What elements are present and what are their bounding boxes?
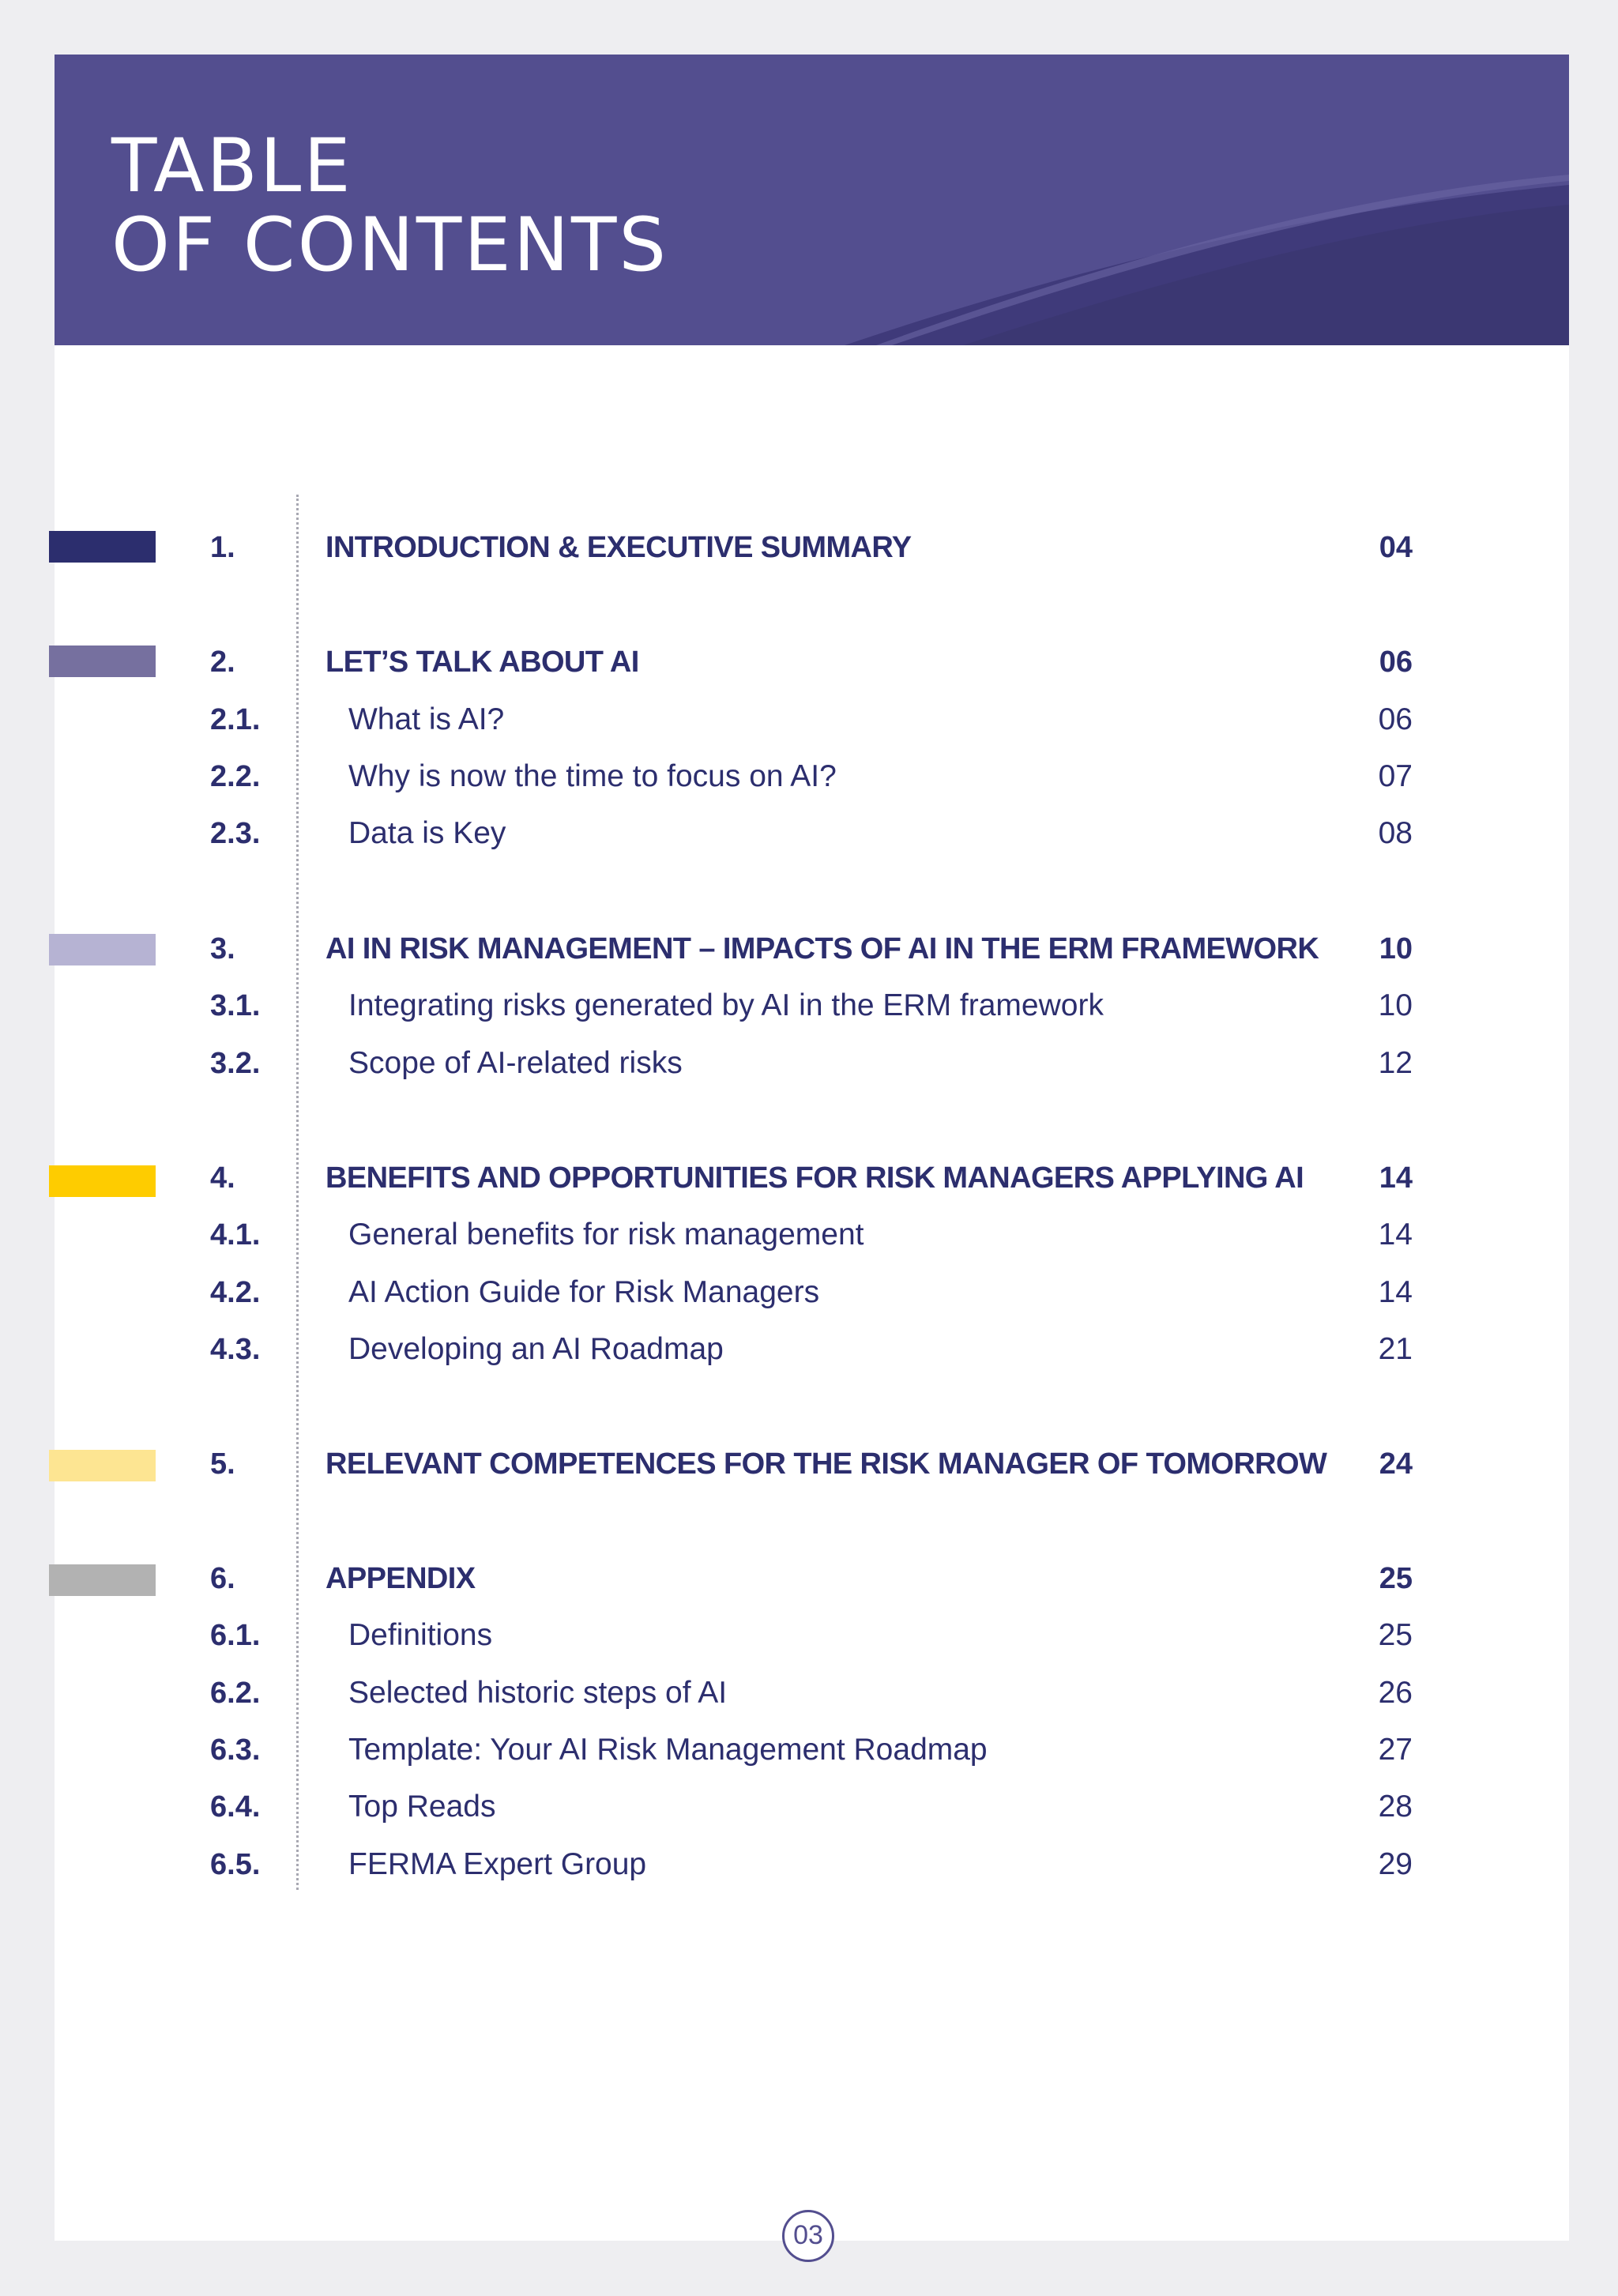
toc-entry-section-2[interactable] [0,634,1618,691]
subsection-page: 14 [1378,1218,1413,1252]
subsection-title: FERMA Expert Group [348,1847,647,1881]
subsection-title: Top Reads [348,1790,496,1824]
page-sheet [55,55,1569,2241]
section-title: RELEVANT COMPETENCES FOR THE RISK MANAGER OF TOMORROW [325,1447,1327,1481]
page-number-badge: 03 [782,2210,834,2262]
toc-entry-6-2[interactable] [0,1665,1618,1722]
section-page: 24 [1379,1447,1413,1481]
subsection-title: Data is Key [348,816,506,850]
subsection-title: AI Action Guide for Risk Managers [348,1275,820,1309]
section-number: 5. [210,1447,235,1481]
toc-entry-2-1[interactable] [0,691,1618,748]
subsection-number: 6.3. [210,1733,261,1767]
subsection-page: 12 [1378,1046,1413,1080]
subsection-title: Integrating risks generated by AI in the ERM framework [348,988,1104,1022]
subsection-title: Scope of AI-related risks [348,1046,683,1080]
subsection-page: 08 [1378,816,1413,850]
section-title: LET’S TALK ABOUT AI [325,646,639,679]
subsection-page: 29 [1378,1847,1413,1881]
toc-entry-2-3[interactable] [0,805,1618,862]
subsection-number: 6.4. [210,1790,261,1824]
subsection-page: 07 [1378,759,1413,793]
section-number: 3. [210,932,235,965]
toc-entry-section-6[interactable] [0,1550,1618,1607]
subsection-number: 4.2. [210,1276,261,1309]
page-title [111,123,669,288]
toc-entry-2-2[interactable] [0,748,1618,805]
subsection-title: Selected historic steps of AI [348,1676,728,1710]
subsection-title: Developing an AI Roadmap [348,1332,724,1366]
subsection-title: What is AI? [348,702,505,736]
section-page: 04 [1379,531,1413,564]
section-number: 1. [210,531,235,564]
subsection-number: 4.3. [210,1333,261,1366]
section-page: 14 [1379,1161,1413,1195]
subsection-page: 10 [1378,988,1413,1022]
subsection-title: Template: Your AI Risk Management Roadmap [348,1733,988,1767]
header-banner [55,55,1569,345]
subsection-number: 6.1. [210,1619,261,1652]
toc-entry-section-3[interactable] [0,920,1618,977]
section-number: 4. [210,1161,235,1195]
subsection-number: 2.3. [210,817,261,850]
subsection-title: General benefits for risk management [348,1218,864,1252]
toc-entry-3-2[interactable] [0,1035,1618,1092]
subsection-number: 4.1. [210,1218,261,1252]
toc-entry-section-4[interactable] [0,1150,1618,1206]
subsection-number: 3.1. [210,989,261,1022]
section-number: 6. [210,1562,235,1595]
section-page: 10 [1379,932,1413,965]
subsection-page: 21 [1378,1332,1413,1366]
section-title: INTRODUCTION & EXECUTIVE SUMMARY [325,531,912,564]
subsection-page: 28 [1378,1790,1413,1824]
subsection-title: Why is now the time to focus on AI? [348,759,837,793]
subsection-page: 14 [1378,1275,1413,1309]
title-line-2: OF CONTENTS [111,202,669,288]
section-number: 2. [210,646,235,679]
section-title: AI IN RISK MANAGEMENT – IMPACTS OF AI IN THE ERM FRAMEWORK [325,932,1319,965]
toc-entry-section-1[interactable] [0,519,1618,576]
section-title: APPENDIX [325,1562,476,1595]
toc-entry-6-5[interactable] [0,1836,1618,1893]
subsection-page: 27 [1378,1733,1413,1767]
toc-entry-6-4[interactable] [0,1778,1618,1835]
subsection-number: 6.2. [210,1677,261,1710]
subsection-number: 2.1. [210,703,261,736]
subsection-page: 06 [1378,702,1413,736]
subsection-page: 25 [1378,1618,1413,1652]
section-page: 25 [1379,1562,1413,1595]
toc-entry-4-2[interactable] [0,1264,1618,1321]
subsection-number: 6.5. [210,1848,261,1881]
toc-entry-4-3[interactable] [0,1321,1618,1378]
subsection-title: Definitions [348,1618,493,1652]
toc-entry-6-1[interactable] [0,1607,1618,1664]
toc-entry-4-1[interactable] [0,1206,1618,1263]
subsection-page: 26 [1378,1676,1413,1710]
section-page: 06 [1379,646,1413,679]
toc-entry-3-1[interactable] [0,977,1618,1034]
subsection-number: 3.2. [210,1047,261,1080]
title-line-1: TABLE [111,123,353,209]
toc-entry-section-5[interactable] [0,1436,1618,1492]
toc-entry-6-3[interactable] [0,1722,1618,1778]
subsection-number: 2.2. [210,760,261,793]
section-title: BENEFITS AND OPPORTUNITIES FOR RISK MANAGERS APPLYING AI [325,1161,1304,1195]
